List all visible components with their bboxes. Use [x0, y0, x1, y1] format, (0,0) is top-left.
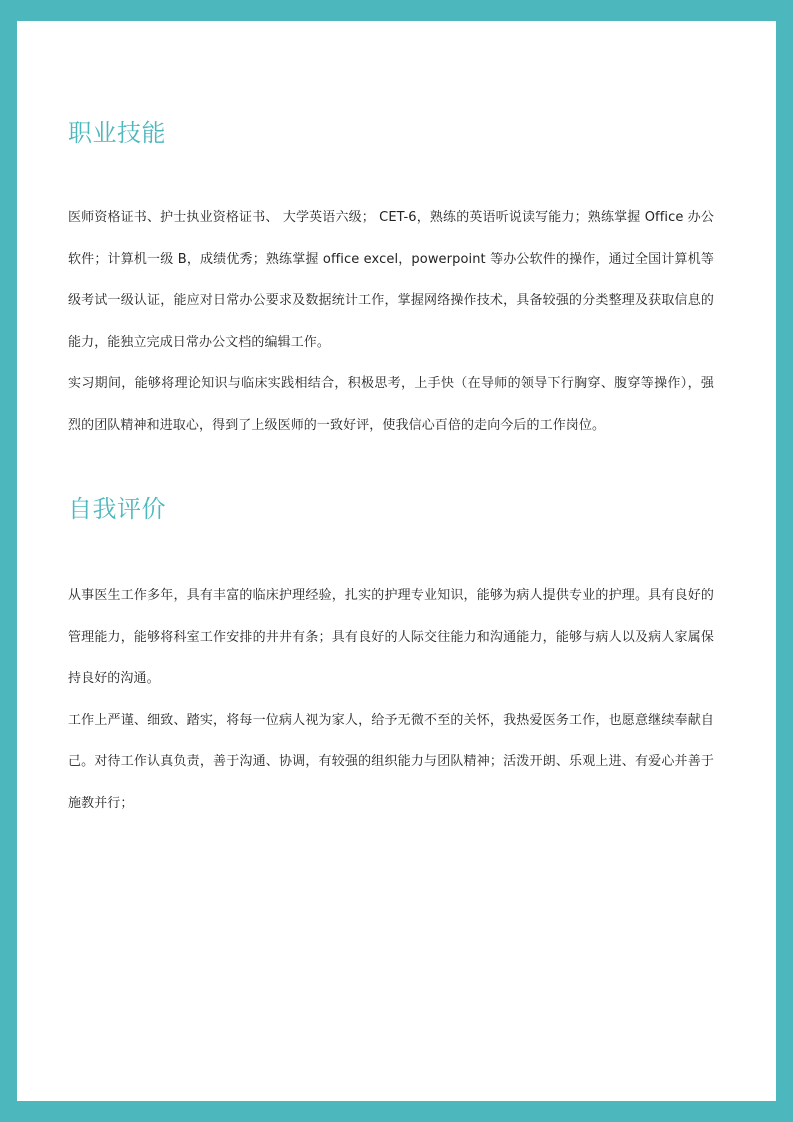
resume-page: [17, 21, 776, 1101]
section-title: 职业技能: [68, 119, 166, 147]
paragraph: 实习期间，能够将理论知识与临床实践相结合，积极思考，上手快（在导师的领导下行胸穿、腹穿等操作），强烈的团队精神和进取心，得到了上级医师的一致好评，使我信心百倍的走向今后的工作岗位。: [68, 376, 714, 433]
section-body: [68, 197, 714, 446]
paragraph: 工作上严谨、细致、踏实，将每一位病人视为家人，给予无微不至的关怀，我热爱医务工作，也愿意继续奉献自己。对待工作认真负责，善于沟通、协调，有较强的组织能力与团队精神；活泼开朗、乐观上进、有爱心并善于施教并行；: [68, 712, 714, 811]
section-body: [68, 575, 714, 824]
section-self-evaluation: [68, 493, 714, 824]
paragraph: 从事医生工作多年，具有丰富的临床护理经验，扎实的护理专业知识，能够为病人提供专业的护理。具有良好的管理能力，能够将科室工作安排的井井有条；具有良好的人际交往能力和沟通能力，能够与病人以及病人家属保持良好的沟通。: [68, 588, 714, 686]
section-professional-skills: [68, 117, 714, 446]
paragraph: 医师资格证书、护士执业资格证书、 大学英语六级； CET-6，熟练的英语听说读写能力；熟练掌握 Office 办公软件；计算机一级 B，成绩优秀；熟练掌握 office excel，powerpoint 等办公软件的操作，通过全国计算机等级考试一级认证，能应对日常办公要求及数据统计工作，掌握网络操作技术，具备较强的分类整理及获取信息的能力，能独立完成日常办公文档的编辑工作。: [68, 210, 714, 350]
section-title: 自我评价: [68, 495, 166, 523]
